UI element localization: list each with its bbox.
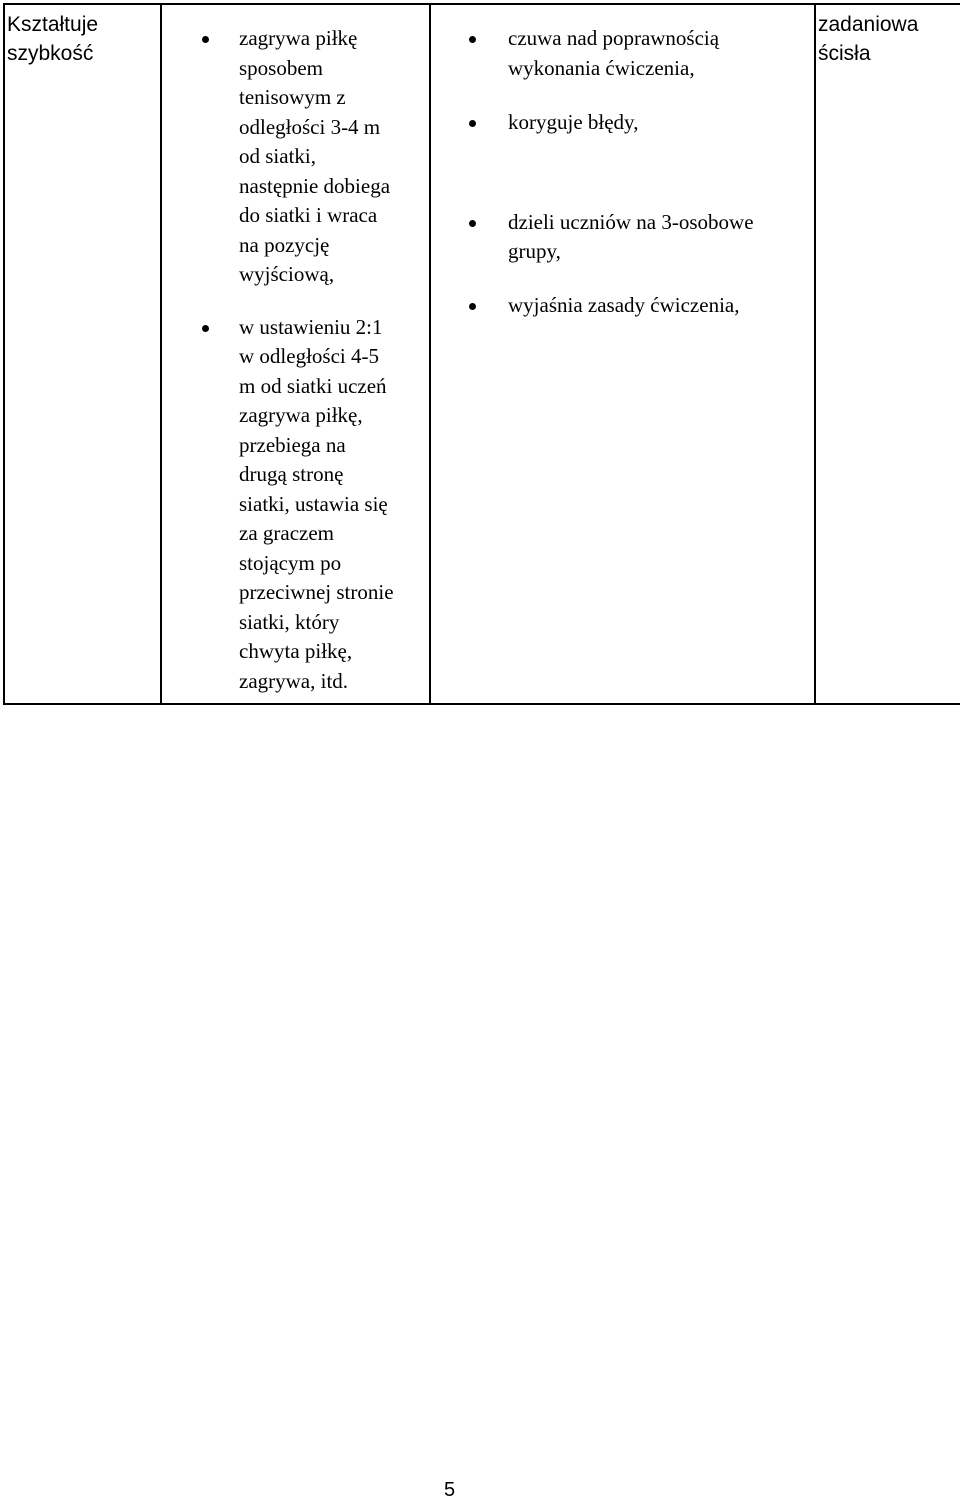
list-item-line: odległości 3-4 m: [239, 114, 381, 139]
page-number: 5: [444, 1479, 456, 1501]
list-item-line: do siatki i wraca: [239, 203, 378, 227]
method-line: zadaniowa: [818, 13, 919, 36]
list-item-line: wyjaśnia zasady ćwiczenia,: [508, 292, 740, 317]
list-item-line: grupy,: [508, 239, 561, 263]
list-item-line: zagrywa piłkę: [239, 26, 358, 50]
list-item-line: na pozycję: [239, 232, 330, 257]
list-item: [508, 24, 814, 83]
list-item-line: dzieli uczniów na 3-osobowe: [508, 209, 754, 234]
list-item-line: chwyta piłkę,: [239, 639, 353, 663]
list-item: [508, 208, 814, 267]
list-item: [508, 108, 814, 138]
list-item-line: wyjściową,: [239, 262, 335, 286]
list-item-line: w ustawieniu 2:1: [239, 314, 383, 339]
lesson-plan-table: [3, 3, 960, 705]
table-row: [4, 4, 960, 704]
list-item-line: za graczem: [239, 521, 335, 545]
exercise-list: [162, 5, 429, 696]
bullet-icon: [469, 36, 476, 43]
skill-line: Kształtuje: [7, 13, 99, 36]
skill-line: szybkość: [7, 42, 94, 65]
list-item-line: stojącym po: [239, 550, 342, 575]
bullet-icon: [469, 303, 476, 310]
list-item-line: od siatki,: [239, 144, 316, 168]
list-item-line: przebiega na: [239, 432, 346, 457]
list-item-line: przeciwnej stronie: [239, 580, 394, 604]
skill-cell: [4, 4, 161, 704]
list-item: [239, 24, 429, 290]
list-item-line: siatki, ustawia się: [239, 491, 388, 516]
method-cell: [815, 4, 960, 704]
teacher-actions-list: [431, 5, 814, 320]
list-item-line: siatki, który: [239, 609, 340, 634]
list-item-line: zagrywa, itd.: [239, 668, 349, 693]
list-item-line: wykonania ćwiczenia,: [508, 55, 695, 80]
list-item-line: zagrywa piłkę,: [239, 403, 363, 427]
list-item-line: sposobem: [239, 55, 323, 80]
list-item-line: czuwa nad poprawnością: [508, 26, 720, 50]
list-item: [239, 313, 429, 697]
method-line: ścisła: [818, 42, 871, 65]
list-item-line: drugą stronę: [239, 462, 344, 486]
bullet-icon: [202, 36, 209, 43]
bullet-icon: [469, 220, 476, 227]
list-item-line: koryguje błędy,: [508, 110, 639, 134]
list-item-line: tenisowym z: [239, 85, 346, 109]
bullet-icon: [469, 120, 476, 127]
list-item-line: następnie dobiega: [239, 173, 391, 198]
list-item-line: m od siatki uczeń: [239, 373, 387, 398]
list-item: [508, 291, 814, 321]
exercise-cell: [161, 4, 430, 704]
teacher-actions-cell: [430, 4, 815, 704]
bullet-icon: [202, 325, 209, 332]
list-item-line: w odległości 4-5: [239, 344, 379, 368]
